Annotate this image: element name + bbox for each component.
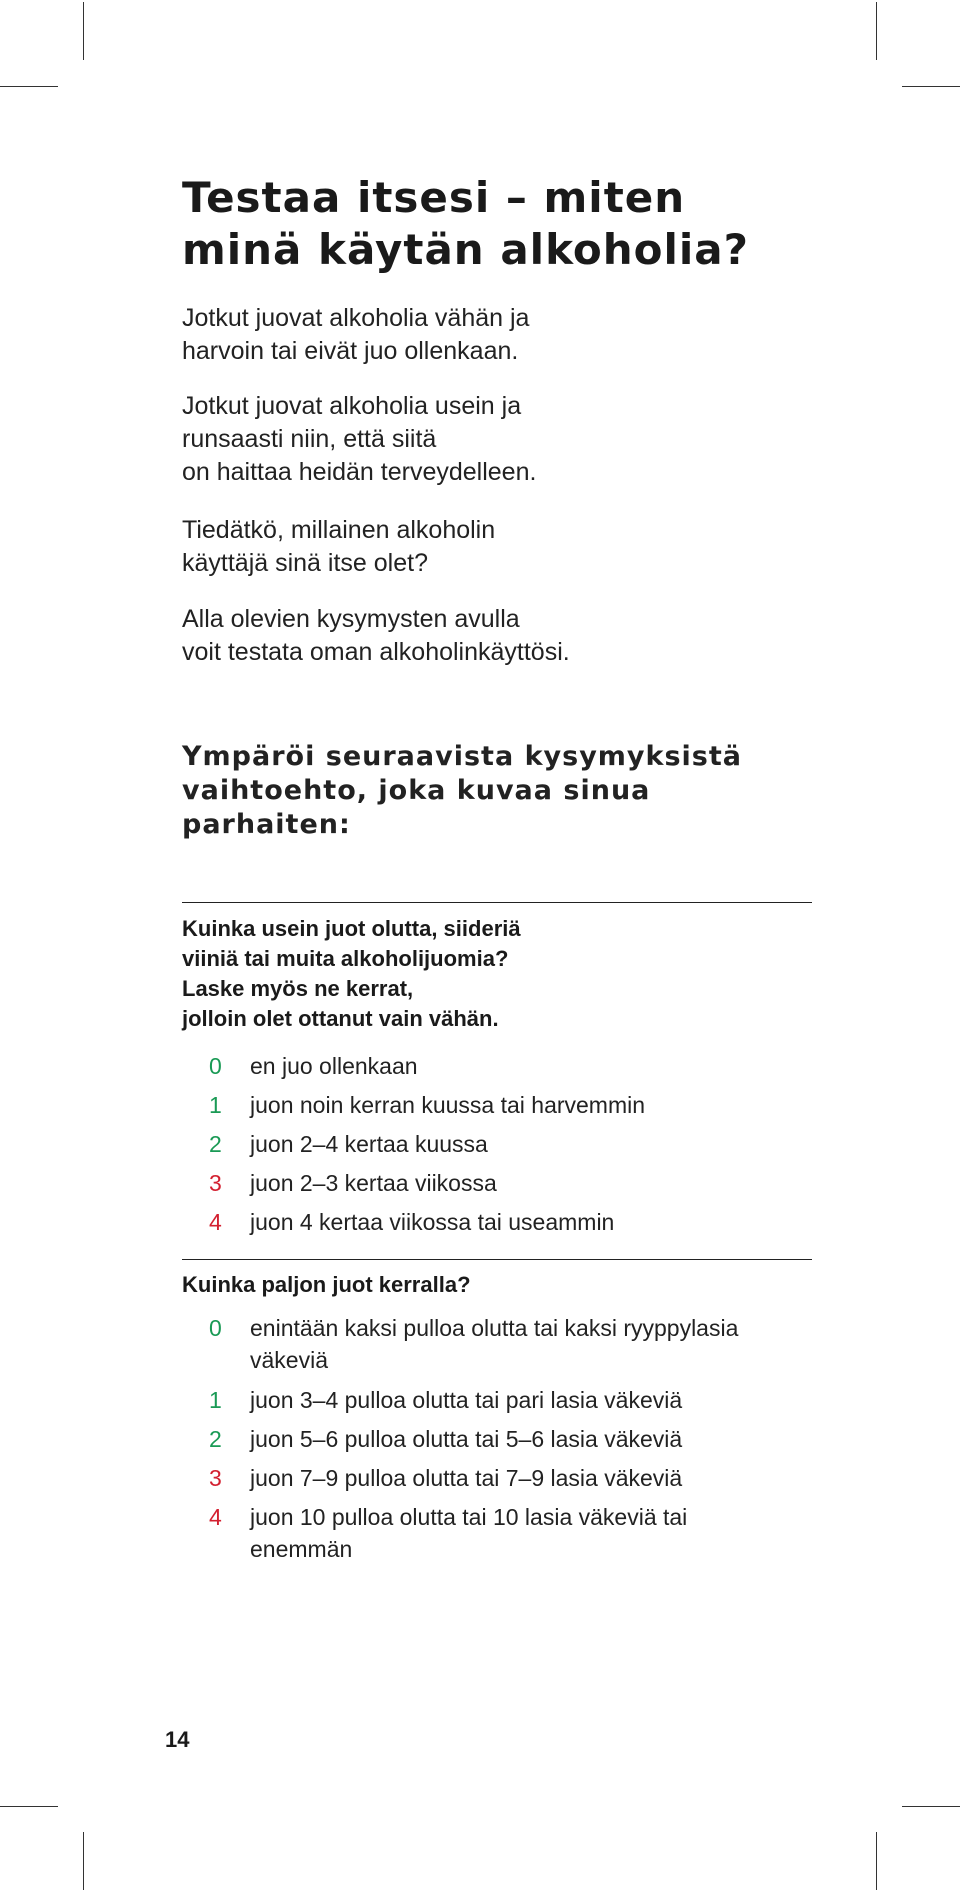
intro-paragraph xyxy=(182,514,822,580)
crop-mark xyxy=(902,1806,960,1807)
option-number: 1 xyxy=(209,1092,222,1118)
question-title-line: Laske myös ne kerrat, xyxy=(182,976,414,1001)
question-title-line: Kuinka usein juot olutta, siideriä xyxy=(182,916,521,941)
option-number: 1 xyxy=(209,1387,222,1413)
intro-line: runsaasti niin, että siitä xyxy=(182,425,437,453)
intro-line: käyttäjä sinä itse olet? xyxy=(182,549,428,577)
option-text: juon 4 kertaa viikossa tai useammin xyxy=(250,1209,615,1235)
crop-mark xyxy=(876,1832,877,1890)
answer-options xyxy=(182,1312,822,1565)
question-title xyxy=(182,914,822,1034)
answer-option[interactable] xyxy=(182,1050,822,1089)
answer-option[interactable] xyxy=(182,1089,822,1128)
option-number: 2 xyxy=(209,1131,222,1157)
option-text: juon noin kerran kuussa tai harvemmin xyxy=(250,1092,646,1118)
option-number: 0 xyxy=(209,1053,222,1079)
question-title xyxy=(182,1270,822,1300)
intro-line: Alla olevien kysymysten avulla xyxy=(182,605,520,633)
option-text: juon 2–4 kertaa kuussa xyxy=(250,1131,488,1157)
question-title-line: jolloin olet ottanut vain vähän. xyxy=(182,1006,499,1031)
instruction-line: Ympäröi seuraavista kysymyksistä xyxy=(182,741,743,772)
option-text: väkeviä xyxy=(250,1347,328,1373)
option-number: 0 xyxy=(209,1315,222,1341)
option-text: enemmän xyxy=(250,1536,353,1562)
answer-options xyxy=(182,1050,822,1245)
option-number: 2 xyxy=(209,1426,222,1452)
crop-mark xyxy=(0,86,58,87)
option-number: 3 xyxy=(209,1465,222,1491)
option-text: enintään kaksi pulloa olutta tai kaksi ryyppylasia xyxy=(250,1315,739,1341)
option-text: en juo ollenkaan xyxy=(250,1053,418,1079)
title-line: minä käytän alkoholia? xyxy=(182,225,749,274)
page-title xyxy=(182,172,822,276)
instruction-line: vaihtoehto, joka kuvaa sinua xyxy=(182,775,651,806)
answer-option[interactable] xyxy=(182,1423,822,1455)
crop-mark xyxy=(876,2,877,60)
answer-option[interactable] xyxy=(182,1128,822,1167)
crop-mark xyxy=(902,86,960,87)
option-text: juon 7–9 pulloa olutta tai 7–9 lasia väkeviä xyxy=(250,1465,683,1491)
option-number: 4 xyxy=(209,1504,222,1530)
answer-option[interactable] xyxy=(182,1384,822,1416)
title-line: Testaa itsesi – miten xyxy=(182,173,686,222)
answer-option[interactable] xyxy=(182,1167,822,1206)
intro-paragraph xyxy=(182,390,822,489)
crop-mark xyxy=(83,1832,84,1890)
answer-option[interactable] xyxy=(182,1501,822,1565)
section-divider xyxy=(182,1259,812,1260)
question-title-line: viiniä tai muita alkoholijuomia? xyxy=(182,946,509,971)
intro-line: Jotkut juovat alkoholia usein ja xyxy=(182,392,522,420)
intro-line: Jotkut juovat alkoholia vähän ja xyxy=(182,304,530,332)
instruction-heading xyxy=(182,740,822,842)
option-text: juon 5–6 pulloa olutta tai 5–6 lasia väkeviä xyxy=(250,1426,683,1452)
section-divider xyxy=(182,902,812,903)
option-text: juon 3–4 pulloa olutta tai pari lasia väkeviä xyxy=(250,1387,683,1413)
answer-option[interactable] xyxy=(182,1312,822,1376)
intro-paragraph xyxy=(182,302,822,368)
intro-line: harvoin tai eivät juo ollenkaan. xyxy=(182,337,519,365)
intro-paragraph xyxy=(182,603,822,669)
option-number: 3 xyxy=(209,1170,222,1196)
instruction-line: parhaiten: xyxy=(182,809,351,840)
option-number: 4 xyxy=(209,1209,222,1235)
question-title-line: Kuinka paljon juot kerralla? xyxy=(182,1272,471,1297)
option-text: juon 10 pulloa olutta tai 10 lasia väkeviä tai xyxy=(250,1504,688,1530)
intro-line: Tiedätkö, millainen alkoholin xyxy=(182,516,496,544)
answer-option[interactable] xyxy=(182,1462,822,1494)
page-number: 14 xyxy=(165,1727,190,1752)
crop-mark xyxy=(83,2,84,60)
intro-line: voit testata oman alkoholinkäyttösi. xyxy=(182,638,570,666)
answer-option[interactable] xyxy=(182,1206,822,1245)
option-text: juon 2–3 kertaa viikossa xyxy=(250,1170,497,1196)
crop-mark xyxy=(0,1806,58,1807)
intro-line: on haittaa heidän terveydelleen. xyxy=(182,458,537,486)
